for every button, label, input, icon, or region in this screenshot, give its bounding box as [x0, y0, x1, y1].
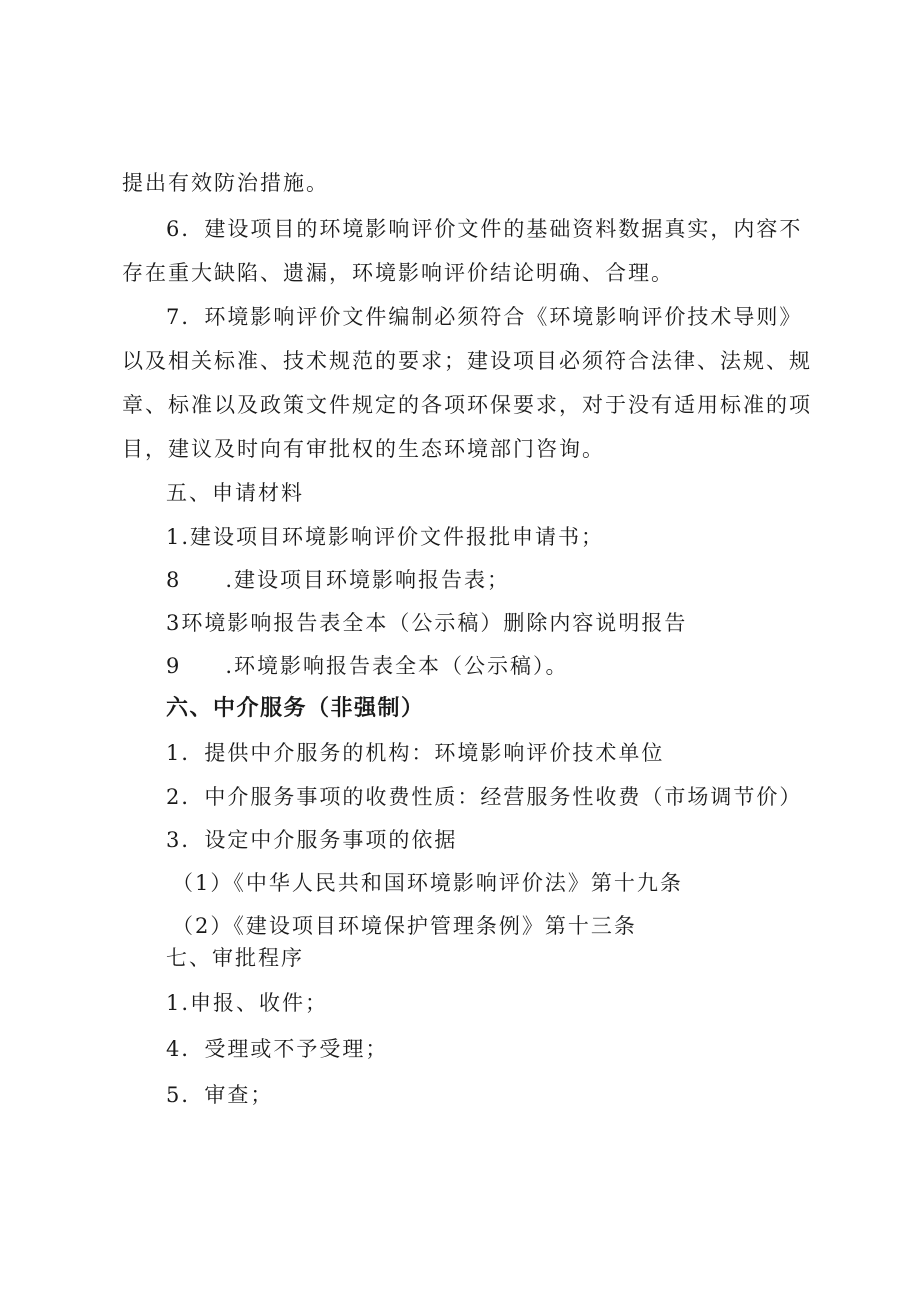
item-7-line-4: 目，建议及时向有审批权的生态环境部门咨询。 — [122, 437, 605, 461]
item-6-line-1: 6．建设项目的环境影响评价文件的基础资料数据真实，内容不 — [166, 217, 803, 241]
material-3: 3环境影响报告表全本（公示稿）删除内容说明报告 — [166, 611, 688, 635]
material-2-text: .建设项目环境影响报告表； — [225, 568, 511, 592]
material-1: 1.建设项目环境影响评价文件报批申请书； — [166, 525, 605, 549]
material-4-text: .环境影响报告表全本（公示稿）。 — [225, 654, 569, 678]
service-1: 1．提供中介服务的机构：环境影响评价技术单位 — [166, 741, 665, 765]
item-7-line-2: 以及相关标准、技术规范的要求；建设项目必须符合法律、法规、规 — [122, 349, 812, 373]
section-6-heading: 六、中介服务（非强制） — [166, 696, 425, 721]
basis-2: （2）《建设项目环境保护管理条例》第十三条 — [172, 914, 637, 938]
para-prevent-measures: 提出有效防治措施。 — [122, 171, 329, 195]
material-2 — [166, 565, 920, 595]
procedure-3: 5．审查； — [166, 1083, 274, 1107]
procedure-2: 4．受理或不予受理； — [166, 1037, 389, 1061]
material-4 — [166, 651, 920, 681]
section-5-heading: 五、申请材料 — [166, 481, 304, 505]
item-7-line-1: 7．环境影响评价文件编制必须符合《环境影响评价技术导则》 — [166, 305, 803, 329]
material-4-number: 9 — [166, 654, 182, 678]
basis-1: （1）《中华人民共和国环境影响评价法》第十九条 — [172, 871, 683, 895]
service-2: 2．中介服务事项的收费性质：经营服务性收费（市场调节价） — [166, 785, 803, 809]
section-7-heading: 七、审批程序 — [166, 946, 304, 970]
procedure-1: 1.申报、收件； — [166, 991, 329, 1015]
item-6-line-2: 存在重大缺陷、遗漏，环境影响评价结论明确、合理。 — [122, 261, 674, 285]
service-3: 3．设定中介服务事项的依据 — [166, 828, 458, 852]
item-7-line-3: 章、标准以及政策文件规定的各项环保要求，对于没有适用标准的项 — [122, 393, 812, 417]
material-2-number: 8 — [166, 568, 182, 592]
